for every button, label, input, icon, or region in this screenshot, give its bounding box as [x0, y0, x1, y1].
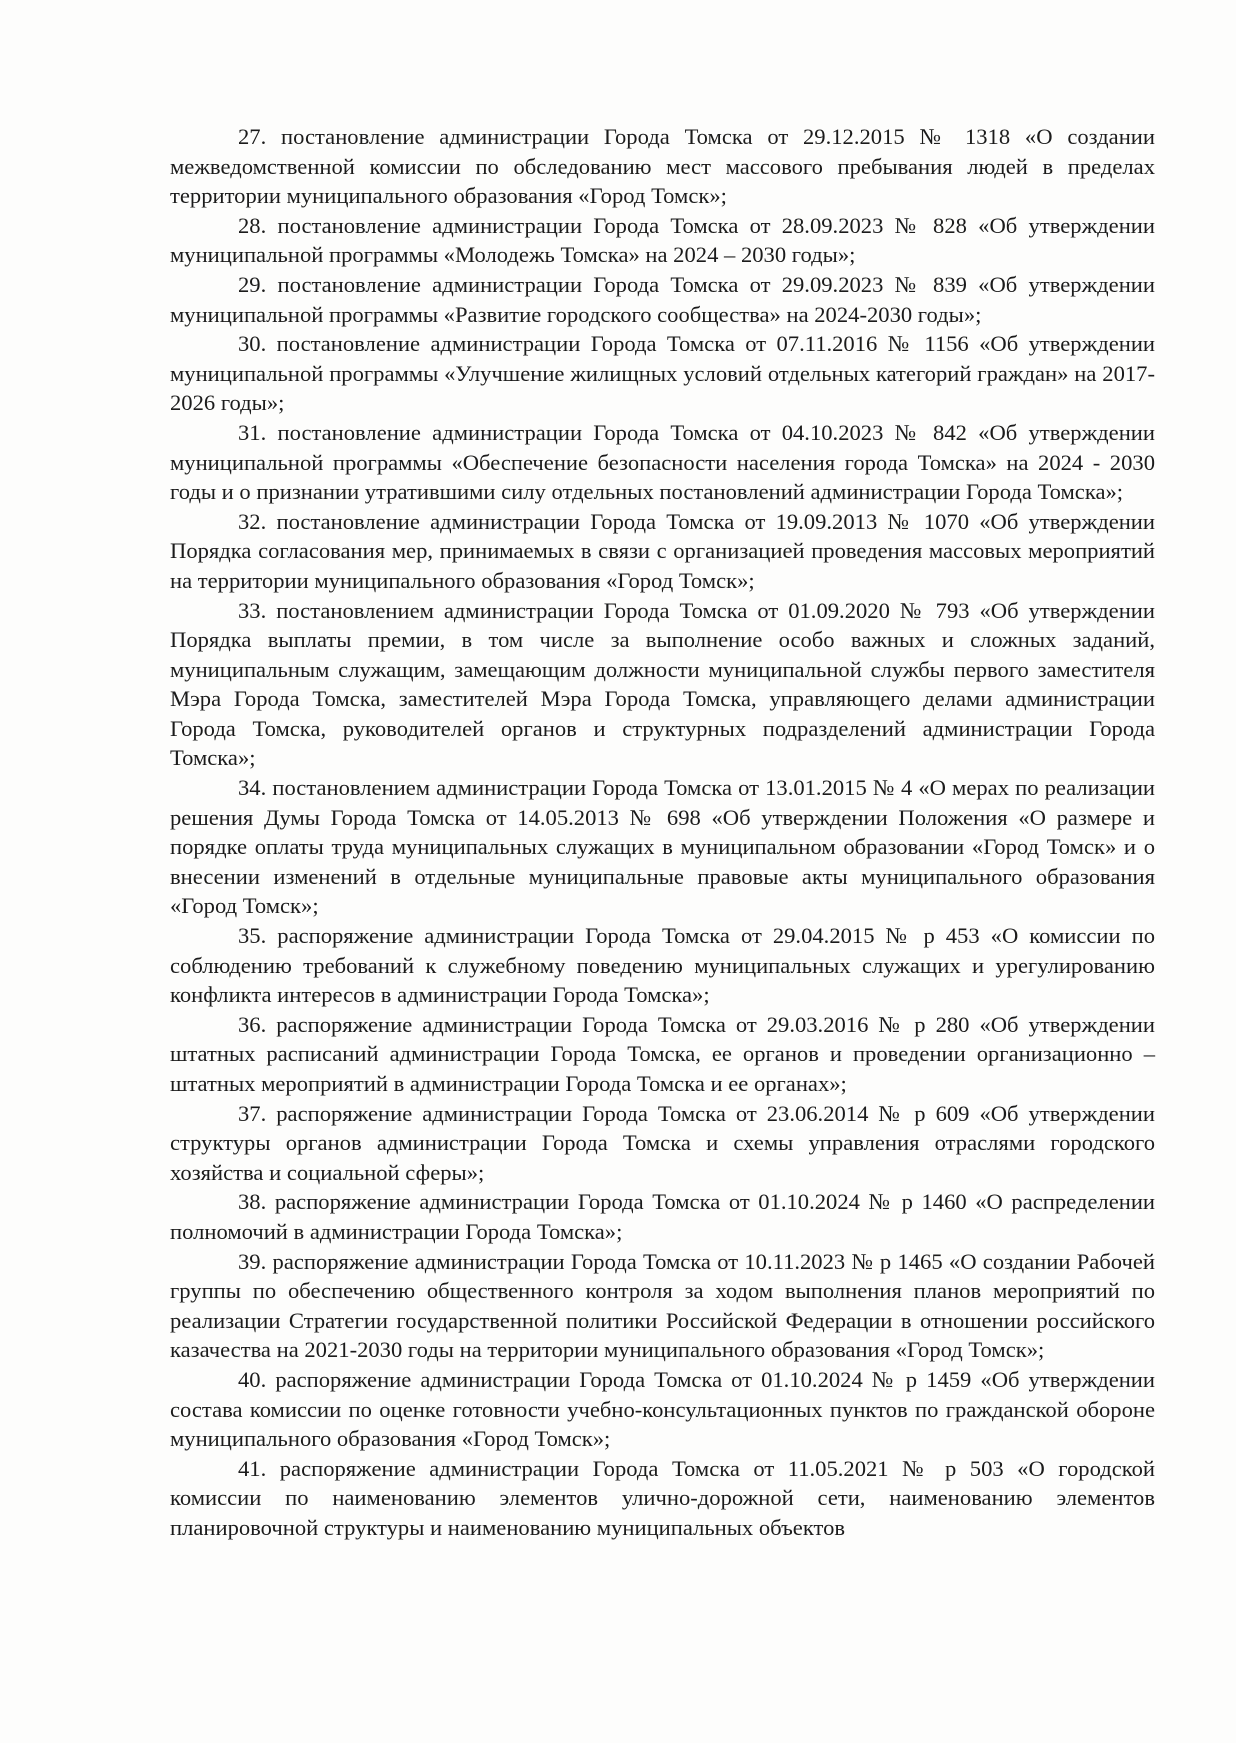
- item-number: 31.: [238, 419, 267, 445]
- list-item-33: [170, 596, 1155, 774]
- item-text: постановление администрации Города Томска от 04.10.2023 № 842 «Об утверждении муниципальной программы «Обеспечение безопасности населения города Томска» на 2024 - 2030 годы и о признании утратившими силу отдельных постановлений администрации Города Томска»;: [170, 419, 1155, 505]
- list-item-41: [170, 1454, 1155, 1543]
- document-body: [170, 122, 1155, 1543]
- item-number: 36.: [238, 1011, 267, 1037]
- list-item-30: [170, 329, 1155, 418]
- list-item-32: [170, 507, 1155, 596]
- list-item-38: [170, 1187, 1155, 1246]
- item-text: постановление администрации Города Томска от 07.11.2016 № 1156 «Об утверждении муниципальной программы «Улучшение жилищных условий отдельных категорий граждан» на 2017-2026 годы»;: [170, 331, 1156, 416]
- item-text: постановление администрации Города Томска от 28.09.2023 № 828 «Об утверждении муниципальной программы «Молодежь Томска» на 2024 – 2030 годы»;: [170, 212, 1155, 268]
- list-item-31: [170, 418, 1155, 507]
- item-number: 39.: [238, 1248, 267, 1274]
- item-number: 27.: [238, 124, 267, 149]
- item-text: распоряжение администрации Города Томска от 29.04.2015 № р 453 «О комиссии по соблюдению требований к служебному поведению муниципальных служащих и урегулированию конфликта интересов в администрации Города Томска»;: [170, 923, 1155, 1008]
- list-item-37: [170, 1099, 1155, 1188]
- item-text: распоряжение администрации Города Томска от 10.11.2023 № р 1465 «О создании Рабочей группы по обеспечению общественного контроля за ходом выполнения планов мероприятий по реализации Стратегии государственной политики Российской Федерации в отношении российского казачества на 2021-2030 годы на территории муниципального образования «Город Томск»;: [170, 1248, 1155, 1363]
- item-number: 29.: [238, 271, 267, 297]
- item-text: распоряжение администрации Города Томска от 01.10.2024 № р 1460 «О распределении полномочий в администрации Города Томска»;: [170, 1189, 1156, 1244]
- item-text: постановление администрации Города Томска от 29.09.2023 № 839 «Об утверждении муниципальной программы «Развитие городского сообщества» на 2024-2030 годы»;: [170, 271, 1155, 327]
- list-item-27: [170, 122, 1155, 211]
- item-number: 35.: [238, 923, 267, 949]
- item-number: 38.: [238, 1189, 267, 1215]
- item-number: 40.: [238, 1366, 267, 1392]
- item-text: постановлением администрации Города Томска от 13.01.2015 № 4 «О мерах по реализации решения Думы Города Томска от 14.05.2013 № 698 «Об утверждении Положения «О размере и порядке оплаты труда муниципальных служащих в муниципальном образовании «Город Томск» и о внесении изменений в отдельные муниципальные правовые акты муниципального образования «Город Томск»;: [170, 775, 1156, 919]
- item-number: 37.: [238, 1100, 267, 1126]
- list-item-36: [170, 1010, 1155, 1099]
- list-item-29: [170, 270, 1155, 329]
- item-text: распоряжение администрации Города Томска от 29.03.2016 № р 280 «Об утверждении штатных расписаний администрации Города Томска, ее органов и проведении организационно – штатных мероприятий в администрации Города Томска и ее органах»;: [170, 1011, 1155, 1096]
- item-number: 28.: [238, 212, 267, 238]
- item-number: 33.: [238, 597, 267, 623]
- item-text: распоряжение администрации Города Томска от 01.10.2024 № р 1459 «Об утверждении состава комиссии по оценке готовности учебно-консультационных пунктов по гражданской обороне муниципального образования «Город Томск»;: [170, 1366, 1155, 1452]
- item-text: распоряжение администрации Города Томска от 23.06.2014 № р 609 «Об утверждении структуры органов администрации Города Томска и схемы управления отраслями городского хозяйства и социальной сферы»;: [170, 1100, 1155, 1185]
- item-number: 32.: [238, 508, 267, 534]
- item-number: 34.: [238, 775, 267, 801]
- item-text: распоряжение администрации Города Томска от 11.05.2021 № р 503 «О городской комиссии по наименованию элементов улично-дорожной сети, наименованию элементов планировочной структуры и наименованию муниципальных объектов: [170, 1455, 1155, 1540]
- item-number: 41.: [238, 1455, 267, 1481]
- list-item-34: [170, 773, 1155, 921]
- item-text: постановлением администрации Города Томска от 01.09.2020 № 793 «Об утверждении Порядка выплаты премии, в том числе за выполнение особо важных и сложных заданий, муниципальным служащим, замещающим должности муниципальной службы первого заместителя Мэра Города Томска, заместителей Мэра Города Томска, управляющего делами администрации Города Томска, руководителей органов и структурных подразделений администрации Города Томска»;: [170, 597, 1155, 771]
- list-item-35: [170, 921, 1155, 1010]
- list-item-39: [170, 1247, 1155, 1365]
- item-text: постановление администрации Города Томска от 29.12.2015 № 1318 «О создании межведомственной комиссии по обследованию мест массового пребывания людей в пределах территории муниципального образования «Город Томск»;: [170, 124, 1155, 209]
- item-text: постановление администрации Города Томска от 19.09.2013 № 1070 «Об утверждении Порядка согласования мер, принимаемых в связи с организацией проведения массовых мероприятий на территории муниципального образования «Город Томск»;: [170, 508, 1155, 593]
- list-item-40: [170, 1365, 1155, 1454]
- item-number: 30.: [238, 331, 267, 357]
- list-item-28: [170, 211, 1155, 270]
